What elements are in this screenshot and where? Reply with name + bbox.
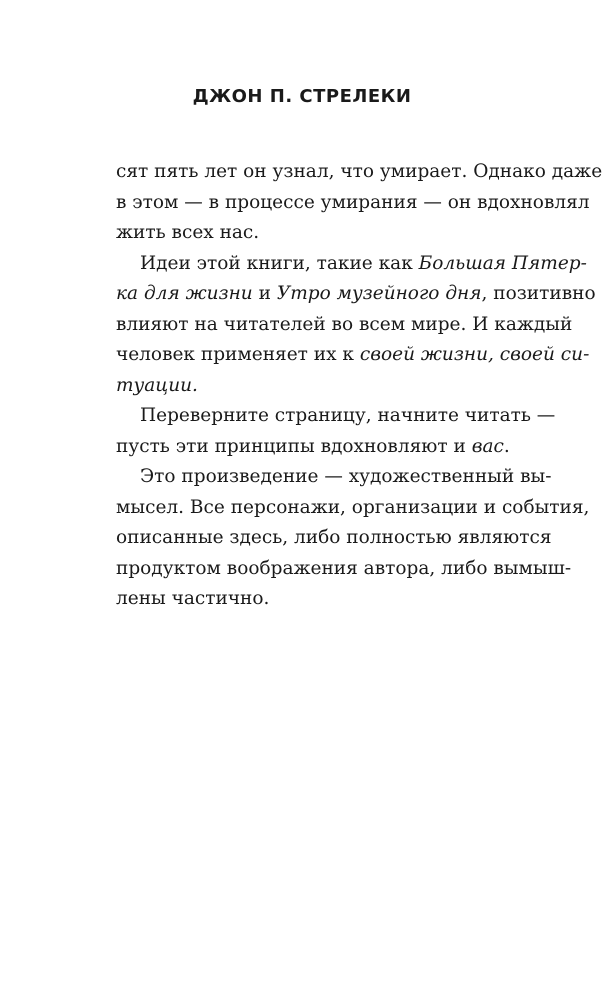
text-segment: Это произведение — художественный вы-	[140, 466, 552, 487]
text-segment: пусть эти принципы вдохновляют и	[116, 435, 472, 457]
text-line	[116, 554, 572, 584]
text-line	[116, 188, 590, 218]
text-line	[116, 157, 603, 187]
italic-text-segment: ка для жизни	[116, 283, 253, 304]
text-line	[116, 432, 529, 462]
text-line	[116, 340, 590, 370]
text-segment: и	[252, 283, 277, 304]
text-segment: в этом — в процессе умирания — он вдохновлял	[116, 191, 590, 213]
italic-text-segment: вас	[471, 435, 504, 457]
text-line	[116, 218, 529, 248]
text-segment: продуктом воображения автора, либо вымыш-	[116, 557, 572, 579]
text-segment: сят пять лет он узнал, что умирает. Однако даже	[116, 161, 603, 182]
text-line	[140, 249, 587, 279]
text-segment: , позитивно	[481, 283, 596, 304]
text-segment: описанные здесь, либо полностью являются	[116, 527, 552, 548]
text-line	[116, 493, 590, 523]
text-line	[116, 371, 529, 401]
text-line	[116, 279, 596, 309]
italic-text-segment: Большая Пятер-	[418, 252, 587, 274]
text-segment: мысел. Все персонажи, организации и события,	[116, 496, 590, 518]
text-line	[116, 523, 552, 553]
italic-text-segment: туации.	[116, 374, 198, 396]
running-head: ДЖОН П. СТРЕЛЕКИ	[192, 86, 412, 107]
italic-text-segment: своей жизни, своей си-	[359, 344, 590, 365]
text-segment: человек применяет их к	[116, 344, 360, 365]
text-line	[116, 584, 529, 614]
text-segment: лены частично.	[116, 588, 270, 609]
text-line	[140, 401, 556, 431]
text-line	[116, 310, 573, 340]
text-segment: Идеи этой книги, такие как	[140, 252, 419, 274]
text-segment: влияют на читателей во всем мире. И каждый	[116, 313, 573, 335]
italic-text-segment: Утро музейного дня	[276, 283, 482, 304]
text-line	[140, 462, 552, 492]
text-segment: .	[503, 435, 510, 457]
text-segment: жить всех нас.	[116, 222, 260, 243]
text-segment: Переверните страницу, начните читать —	[140, 405, 556, 426]
